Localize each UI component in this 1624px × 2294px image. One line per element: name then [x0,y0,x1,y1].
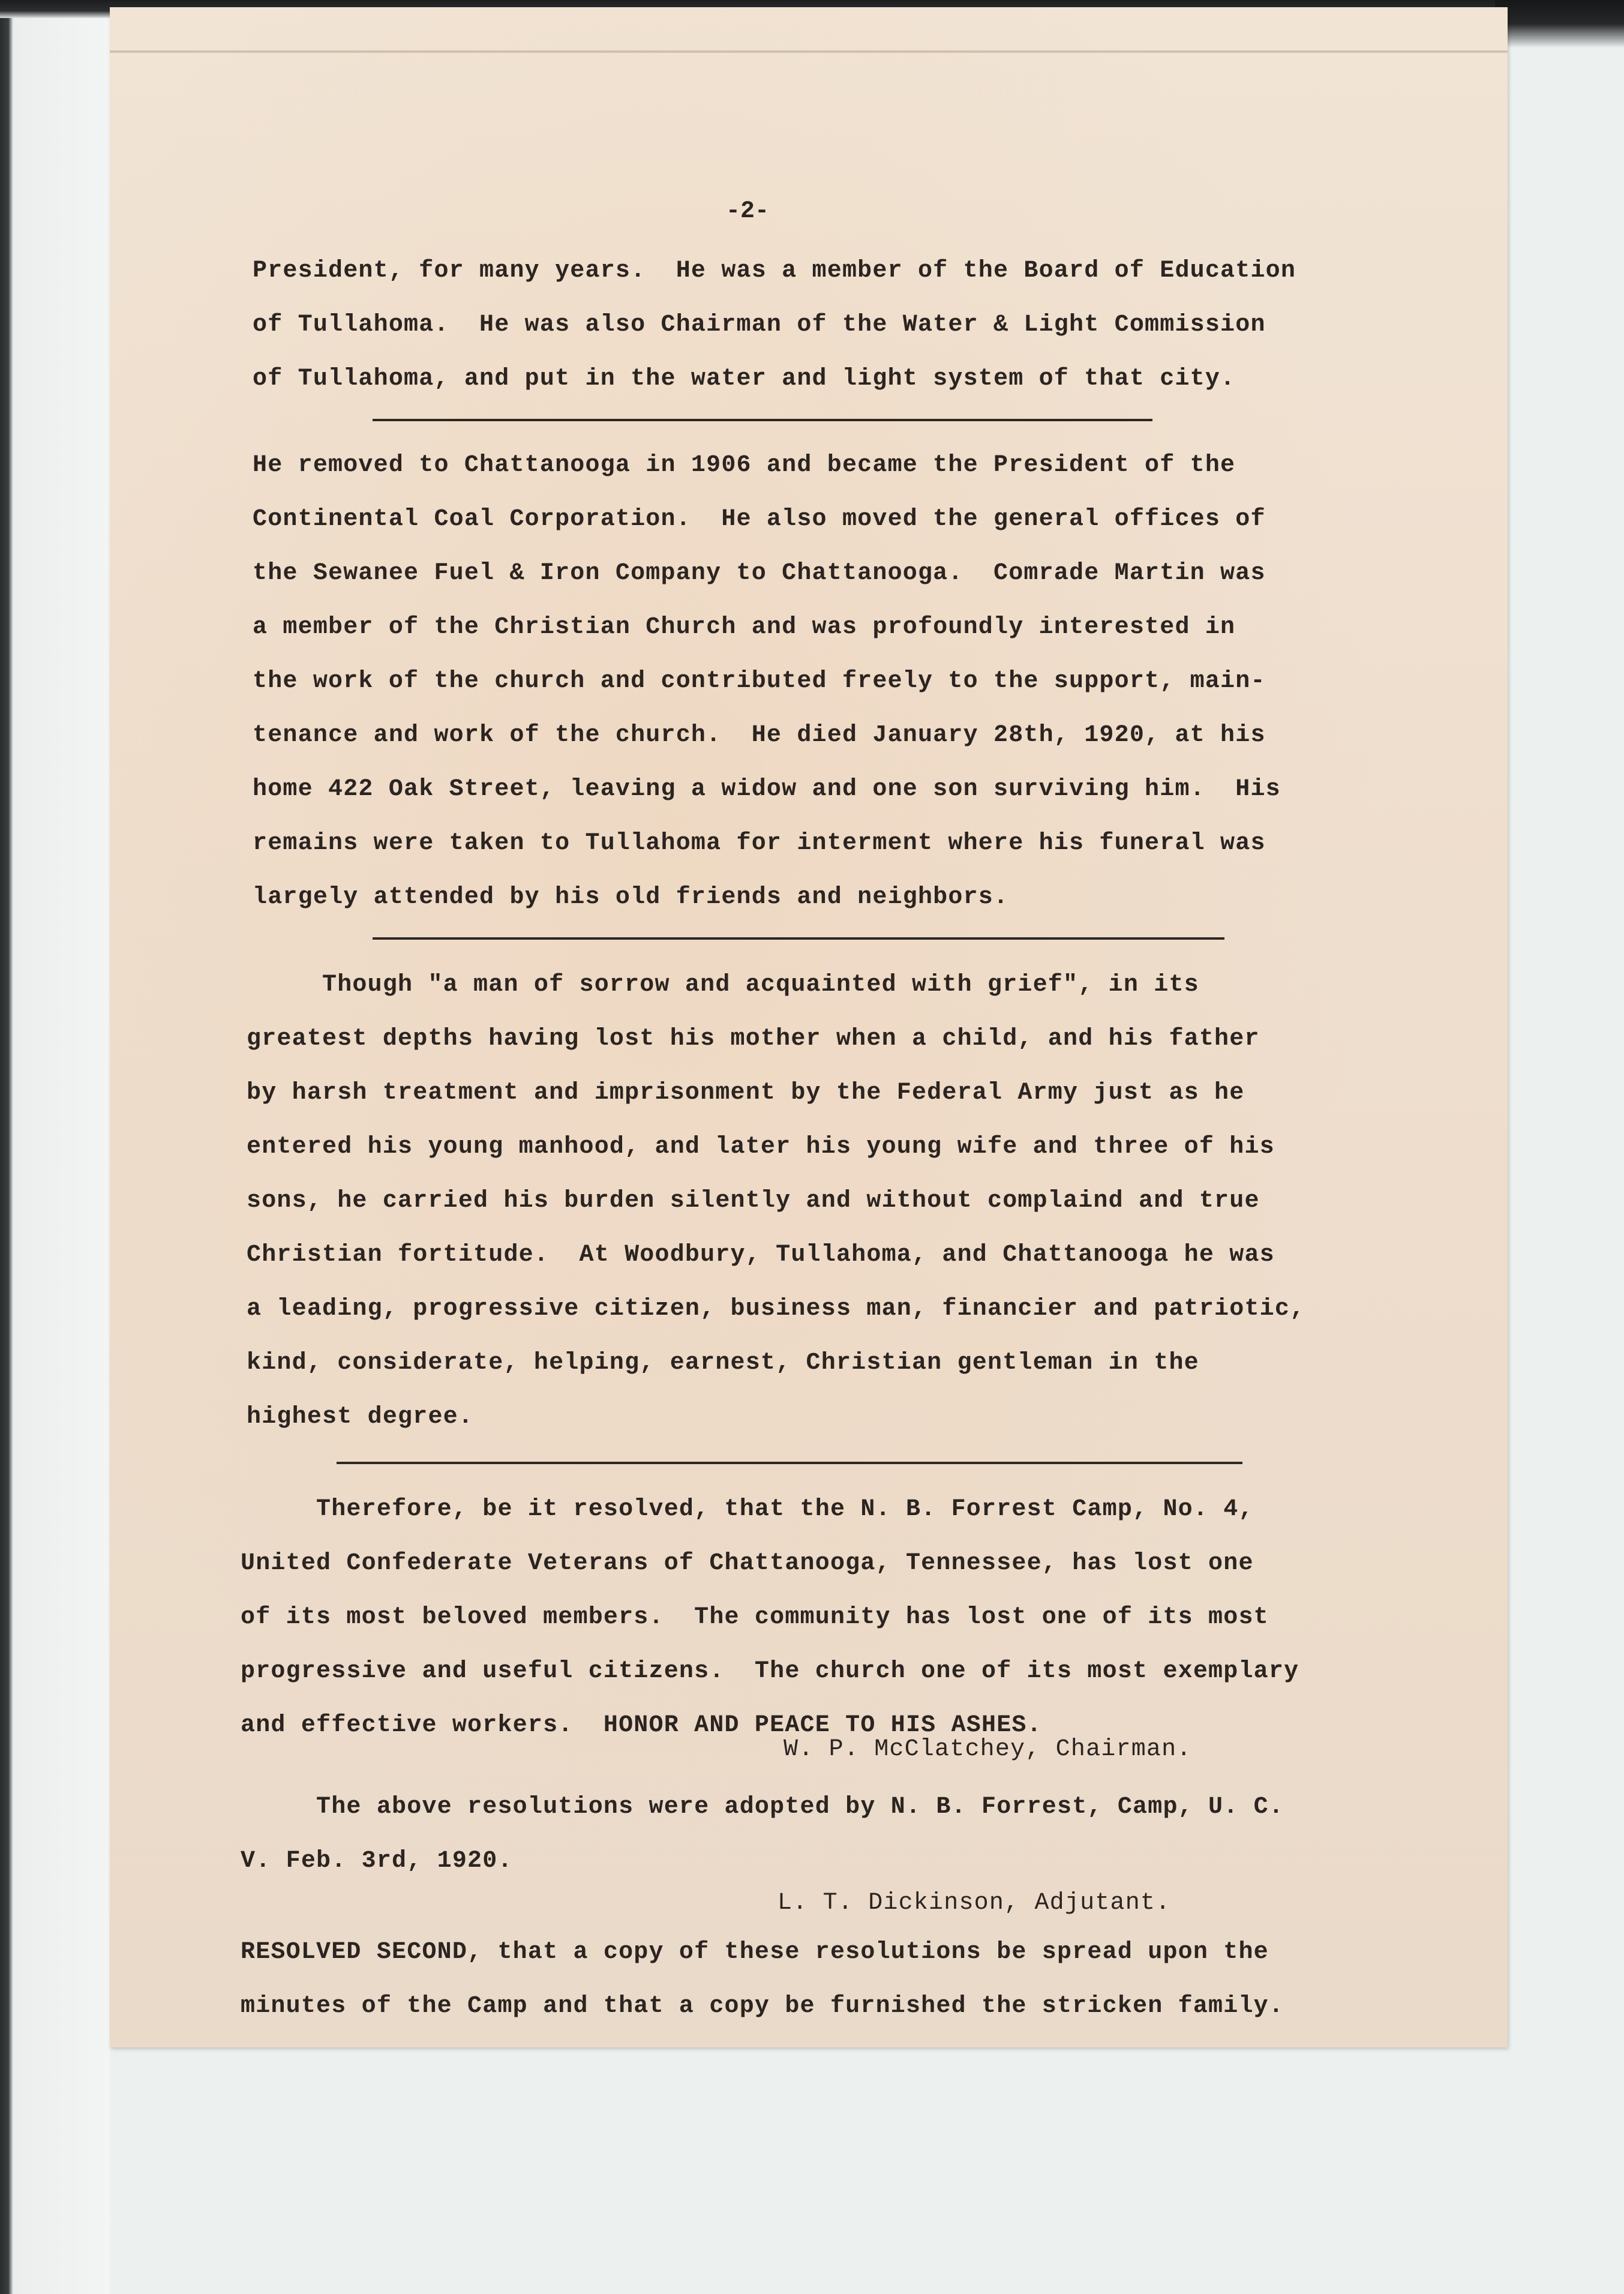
paragraph-3-line-3: by harsh treatment and imprisonment by the Federal Army just as he [247,1079,1245,1106]
paragraph-1-line-2: of Tullahoma. He was also Chairman of the Water & Light Commission [253,311,1266,338]
paragraph-6-line-2: minutes of the Camp and that a copy be furnished the stricken family. [241,1993,1284,2020]
paragraph-4-line-4: progressive and useful citizens. The church one of its most exemplary [241,1658,1299,1685]
chairman-signature: W. P. McClatchey, Chairman. [784,1736,1192,1763]
document-page [110,7,1508,2047]
paragraph-3-line-5: sons, he carried his burden silently and without complaind and true [247,1188,1260,1215]
paragraph-2-line-5: the work of the church and contributed freely to the support, main- [253,668,1266,695]
section-divider-1 [373,419,1152,421]
section-divider-3 [337,1462,1242,1464]
paragraph-4-line-1: Therefore, be it resolved, that the N. B. Forrest Camp, No. 4, [241,1496,1254,1523]
paragraph-4-line-3: of its most beloved members. The community has lost one of its most [241,1604,1269,1631]
paragraph-2-line-8: remains were taken to Tullahoma for interment where his funeral was [253,830,1266,857]
paragraph-3-line-9: highest degree. [247,1404,474,1431]
paragraph-1-line-1: President, for many years. He was a member of the Board of Education [253,257,1296,284]
paragraph-3-line-1: Though "a man of sorrow and acquainted with grief", in its [247,971,1199,998]
paragraph-6-line-1: RESOLVED SECOND, that a copy of these resolutions be spread upon the [241,1939,1269,1966]
paragraph-2-line-4: a member of the Christian Church and was profoundly interested in [253,614,1236,641]
paragraph-3-line-7: a leading, progressive citizen, business man, financier and patriotic, [247,1296,1305,1323]
paragraph-5-line-1: The above resolutions were adopted by N. B. Forrest, Camp, U. C. [241,1794,1284,1821]
paragraph-2-line-2: Continental Coal Corporation. He also moved the general offices of [253,506,1266,533]
adjutant-signature: L. T. Dickinson, Adjutant. [778,1890,1171,1917]
paragraph-3-line-4: entered his young manhood, and later his young wife and three of his [247,1133,1275,1161]
page-number: -2- [726,198,770,225]
paragraph-4-line-2: United Confederate Veterans of Chattanooga, Tennessee, has lost one [241,1550,1254,1577]
paragraph-2-line-1: He removed to Chattanooga in 1906 and became the President of the [253,452,1236,479]
paragraph-4-line-5: and effective workers. HONOR AND PEACE TO HIS ASHES. [241,1712,1042,1739]
paragraph-2-line-6: tenance and work of the church. He died January 28th, 1920, at his [253,722,1266,749]
section-divider-2 [373,937,1224,940]
scan-background-right [1495,0,1624,48]
paragraph-1-line-3: of Tullahoma, and put in the water and light system of that city. [253,365,1236,392]
page-fold-line [110,50,1508,53]
paragraph-3-line-2: greatest depths having lost his mother when a child, and his father [247,1025,1260,1052]
paragraph-3-line-6: Christian fortitude. At Woodbury, Tullahoma, and Chattanooga he was [247,1242,1275,1269]
paragraph-2-line-7: home 422 Oak Street, leaving a widow and one son surviving him. His [253,776,1281,803]
paragraph-2-line-9: largely attended by his old friends and neighbors. [253,884,1009,911]
paragraph-5-line-2: V. Feb. 3rd, 1920. [241,1848,513,1875]
paragraph-3-line-8: kind, considerate, helping, earnest, Christian gentleman in the [247,1350,1199,1377]
paragraph-2-line-3: the Sewanee Fuel & Iron Company to Chattanooga. Comrade Martin was [253,560,1266,587]
scan-background-left [0,0,110,2294]
